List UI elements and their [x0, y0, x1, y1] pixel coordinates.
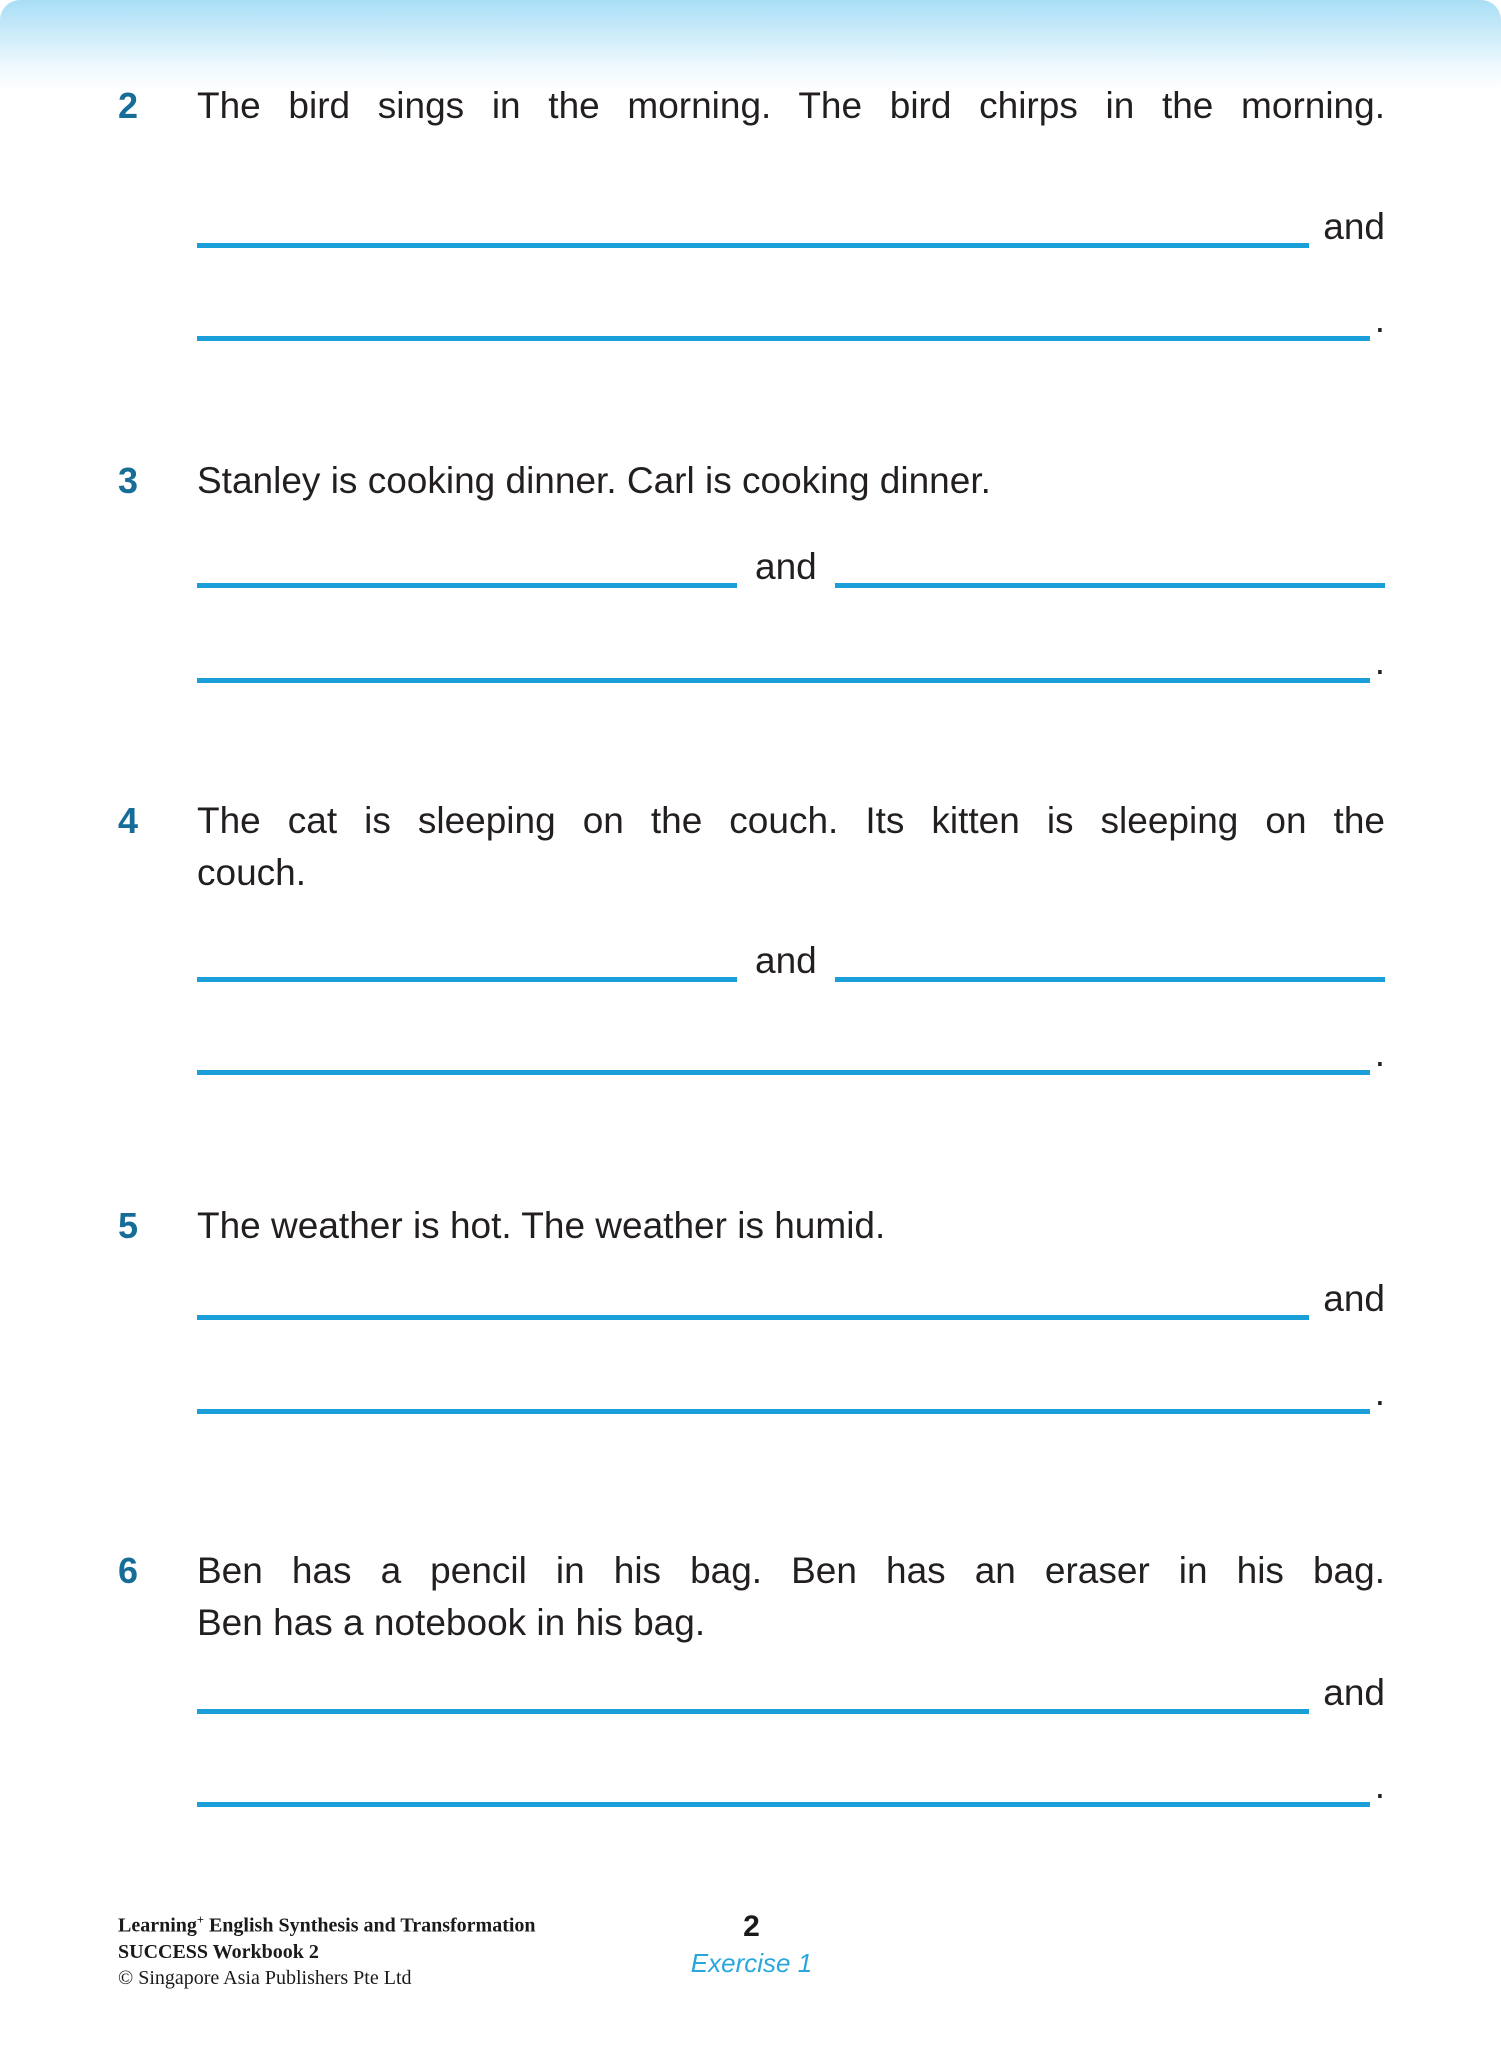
period-label: . [1374, 1372, 1385, 1413]
and-connector: and [1323, 206, 1385, 247]
answer-line[interactable] [197, 200, 1309, 248]
and-connector: and [755, 546, 817, 587]
question-4-answer-row-1 [197, 934, 1385, 982]
answer-line[interactable] [197, 635, 1370, 683]
imprint-line-1: Learning+ English Synthesis and Transformation [118, 1913, 536, 1937]
question-4-text [197, 795, 1385, 899]
exercise-label: Exercise 1 [690, 1948, 813, 1978]
answer-line[interactable] [197, 1366, 1370, 1414]
question-6-number: 6 [118, 1550, 139, 1591]
answer-line[interactable] [197, 1759, 1370, 1807]
question-6-answer-row-2 [197, 1759, 1385, 1807]
header-gradient-band [0, 0, 1501, 92]
question-4-answer-row-2 [197, 1027, 1385, 1075]
question-3 [118, 455, 1385, 507]
and-connector: and [755, 940, 817, 981]
question-6-text-line: Ben has a pencil in his bag. Ben has an eraser in his bag. [197, 1550, 1385, 1591]
period-label: . [1374, 1033, 1385, 1074]
question-2-text [197, 80, 1385, 132]
period-label: . [1374, 641, 1385, 682]
question-5-answer-row-1 [197, 1272, 1385, 1320]
answer-line[interactable] [197, 293, 1370, 341]
question-2-text-line: The bird sings in the morning. The bird chirps in the morning. [197, 85, 1385, 126]
period-label: . [1374, 299, 1385, 340]
question-3-number: 3 [118, 460, 139, 501]
question-2-answer-row-2 [197, 293, 1385, 341]
question-2-number: 2 [118, 85, 139, 126]
question-3-text-line: Stanley is cooking dinner. Carl is cooking dinner. [197, 460, 991, 501]
question-3-answer-row-1 [197, 540, 1385, 588]
question-5-number: 5 [118, 1205, 139, 1246]
question-4-number: 4 [118, 800, 139, 841]
and-connector: and [1323, 1672, 1385, 1713]
question-4-text-line: The cat is sleeping on the couch. Its kitten is sleeping on the [197, 800, 1385, 841]
imprint-line-3: © Singapore Asia Publishers Pte Ltd [118, 1966, 412, 1989]
question-6-answer-row-1 [197, 1666, 1385, 1714]
footer-center [118, 1910, 1385, 1978]
answer-line[interactable] [197, 1666, 1309, 1714]
answer-line[interactable] [197, 1272, 1309, 1320]
answer-line[interactable] [835, 540, 1385, 588]
answer-line[interactable] [835, 934, 1385, 982]
question-3-text [197, 455, 1385, 507]
question-5-answer-row-2 [197, 1366, 1385, 1414]
question-2-answer-row-1 [197, 200, 1385, 248]
imprint-line-2: SUCCESS Workbook 2 [118, 1940, 319, 1963]
question-6 [118, 1545, 1385, 1649]
answer-line[interactable] [197, 540, 737, 588]
question-6-text-line: Ben has a notebook in his bag. [197, 1602, 706, 1643]
question-2 [118, 80, 1385, 132]
question-6-text [197, 1545, 1385, 1649]
page-number: 2 [743, 1910, 760, 1943]
period-label: . [1374, 1765, 1385, 1806]
question-5-text [197, 1200, 1385, 1252]
question-4 [118, 795, 1385, 899]
answer-line[interactable] [197, 1027, 1370, 1075]
answer-line[interactable] [197, 934, 737, 982]
question-4-text-line: couch. [197, 852, 307, 893]
question-5 [118, 1200, 1385, 1252]
question-3-answer-row-2 [197, 635, 1385, 683]
and-connector: and [1323, 1278, 1385, 1319]
question-5-text-line: The weather is hot. The weather is humid. [197, 1205, 886, 1246]
